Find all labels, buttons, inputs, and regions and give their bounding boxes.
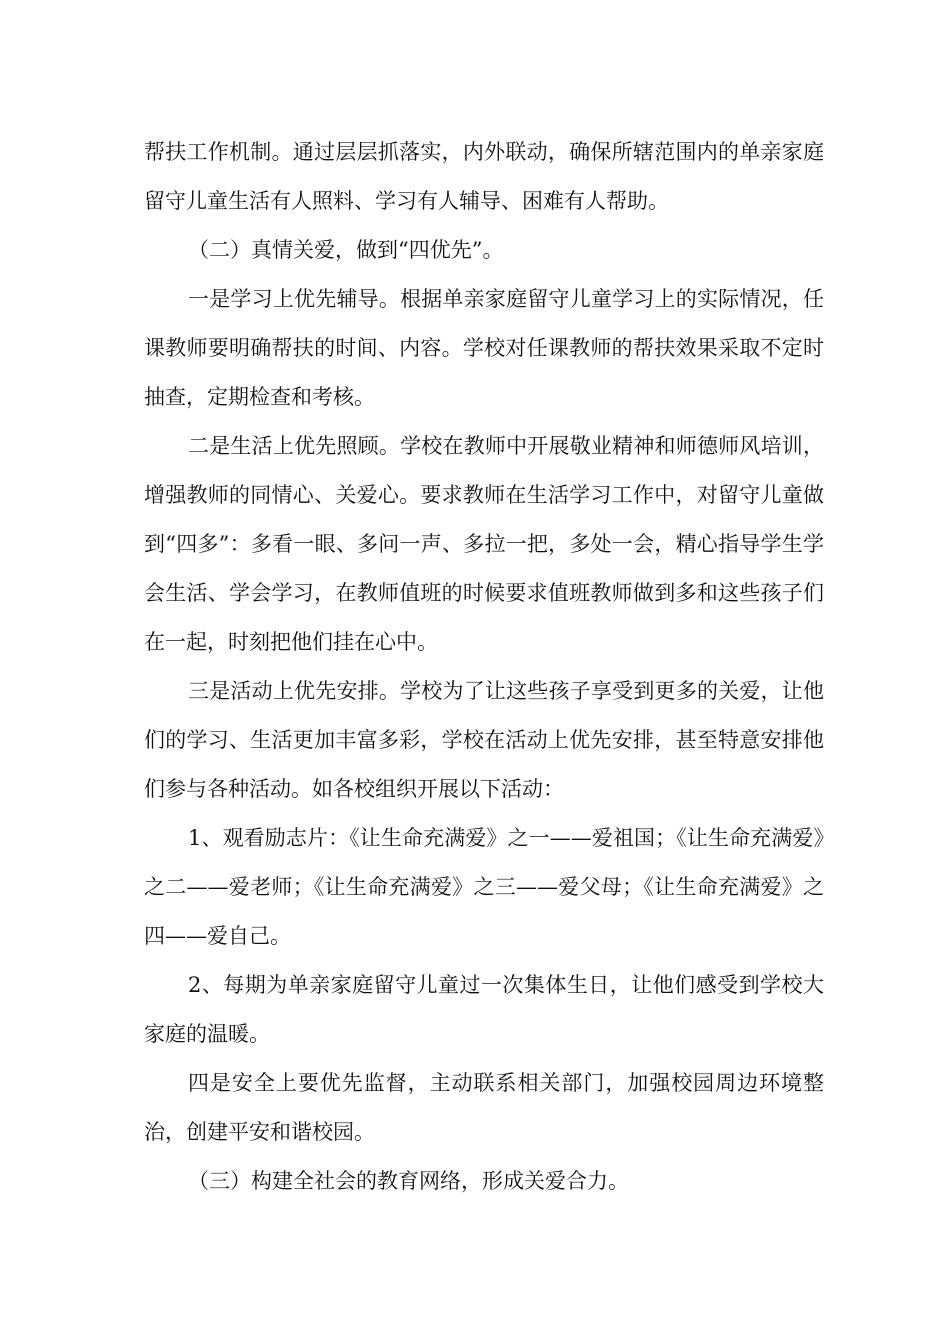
paragraph-study-priority: 一是学习上优先辅导。根据单亲家庭留守儿童学习上的实际情况，任课教师要明确帮扶的时间、内容。学校对任课教师的帮扶效果采取不定时抽查，定期检查和考核。 [144,287,824,409]
list-item-2: 2、每期为单亲家庭留守儿童过一次集体生日，让他们感受到学校大家庭的温暖。 [144,973,824,1046]
paragraph-1: 帮扶工作机制。通过层层抓落实，内外联动，确保所辖范围内的单亲家庭留守儿童生活有人照料、学习有人辅导、困难有人帮助。 [144,140,824,213]
section-heading-3: （三）构建全社会的教育网络，形成关爱合力。 [188,1169,629,1193]
section-heading-2: （二）真情关爱，做到“四优先”。 [188,238,504,262]
list-item-1: 1、观看励志片：《让生命充满爱》之一——爱祖国；《让生命充满爱》之二——爱老师；《让生命充满爱》之三——爱父母；《让生命充满爱》之四——爱自己。 [144,826,824,948]
paragraph-activity-priority: 三是活动上优先安排。学校为了让这些孩子享受到更多的关爱，让他们的学习、生活更加丰富多彩，学校在活动上优先安排，甚至特意安排他们参与各种活动。如各校组织开展以下活动： [144,679,824,801]
paragraph-life-priority: 二是生活上优先照顾。学校在教师中开展敬业精神和师德师风培训，增强教师的同情心、关爱心。要求教师在生活学习工作中，对留守儿童做到“四多”：多看一眼、多问一声、多拉一把，多处一会，精心指导学生学会生活、学会学习，在教师值班的时候要求值班教师做到多和这些孩子们在一起，时刻把他们挂在心中。 [144,434,824,654]
document-body [144,128,824,1206]
paragraph-safety-priority: 四是安全上要优先监督，主动联系相关部门，加强校园周边环境整治，创建平安和谐校园。 [144,1071,824,1144]
